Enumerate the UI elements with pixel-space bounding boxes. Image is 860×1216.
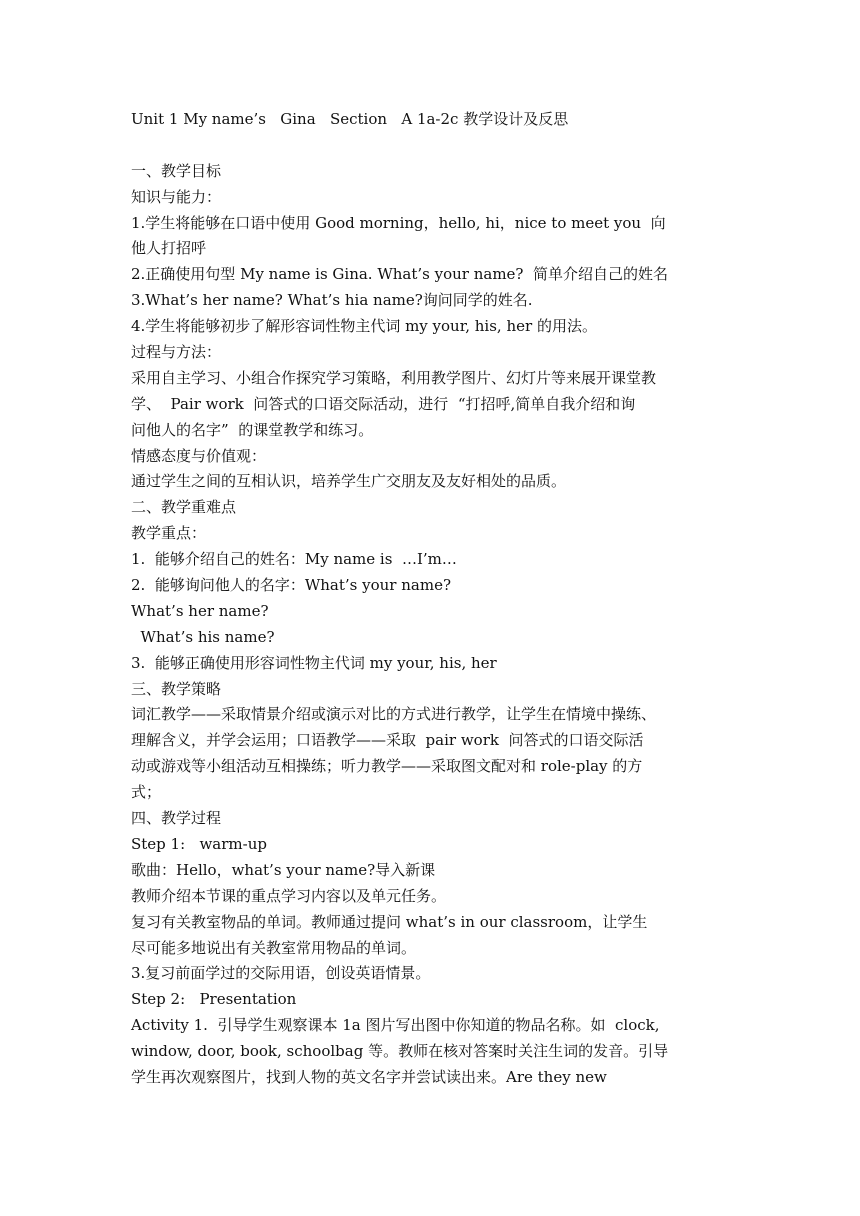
subheading-key-points: 教学重点： xyxy=(131,524,207,543)
section-heading-process: 四、教学过程 xyxy=(131,809,222,828)
key-point-2-example: What’s his name? xyxy=(131,627,275,646)
key-point-1: 1. 能够介绍自己的姓名：My name is …I’m… xyxy=(131,550,457,569)
step-heading-1: Step 1: warm-up xyxy=(131,834,267,853)
objective-item-3: 3.What’s her name? What’s hia name?询问同学的姓名. xyxy=(131,291,533,310)
paragraph-line: 词汇教学——采取情景介绍或演示对比的方式进行教学，让学生在情境中操练、 xyxy=(131,705,657,724)
key-point-2: 2. 能够询问他人的名字：What’s your name? xyxy=(131,576,451,595)
paragraph-line: 尽可能多地说出有关教室常用物品的单词。 xyxy=(131,938,417,957)
paragraph-line: 教师介绍本节课的重点学习内容以及单元任务。 xyxy=(131,886,447,905)
subheading-knowledge: 知识与能力： xyxy=(131,187,222,206)
paragraph-line: 学、 Pair work 问答式的口语交际活动，进行 “打招呼,简单自我介绍和询 xyxy=(131,394,636,413)
section-heading-objectives: 一、教学目标 xyxy=(131,161,222,180)
document-body xyxy=(131,107,735,1091)
subheading-attitude: 情感态度与价值观： xyxy=(131,446,267,465)
paragraph-line: 理解含义，并学会运用；口语教学——采取 pair work 问答式的口语交际活 xyxy=(131,731,644,750)
paragraph-line: 式； xyxy=(131,783,162,802)
paragraph-line: Activity 1. 引导学生观察课本 1a 图片写出图中你知道的物品名称。如 clock, xyxy=(131,1016,660,1035)
key-point-3: 3. 能够正确使用形容词性物主代词 my your, his, her xyxy=(131,653,497,672)
paragraph-line: 复习有关教室物品的单词。教师通过提问 what’s in our classroom，让学生 xyxy=(131,912,648,931)
section-heading-strategy: 三、教学策略 xyxy=(131,679,222,698)
paragraph-line: 歌曲：Hello，what’s your name?导入新课 xyxy=(131,860,436,879)
paragraph-line: 动或游戏等小组活动互相操练；听力教学——采取图文配对和 role-play 的方 xyxy=(131,757,643,776)
document-title: Unit 1 My name’s Gina Section A 1a-2c 教学设计及反思 xyxy=(131,110,569,128)
paragraph-line: 问他人的名字” 的课堂教学和练习。 xyxy=(131,420,374,439)
objective-item-1: 1.学生将能够在口语中使用 Good morning，hello, hi，nice to meet you 向 xyxy=(131,213,666,232)
paragraph-line: 学生再次观察图片，找到人物的英文名字并尝试读出来。Are they new xyxy=(131,1067,607,1086)
objective-item-2: 2.正确使用句型 My name is Gina. What’s your name? 简单介绍自己的姓名 xyxy=(131,265,669,284)
paragraph-line: window, door, book, schoolbag 等。教师在核对答案时关注生词的发音。引导 xyxy=(131,1042,669,1061)
objective-item-1-cont: 他人打招呼 xyxy=(131,239,207,258)
key-point-2-example: What’s her name? xyxy=(131,601,269,620)
paragraph-line: 采用自主学习、小组合作探究学习策略，利用教学图片、幻灯片等来展开课堂教 xyxy=(131,368,657,387)
paragraph-line: 3.复习前面学过的交际用语，创设英语情景。 xyxy=(131,964,431,983)
section-heading-key-points: 二、教学重难点 xyxy=(131,498,237,517)
subheading-process: 过程与方法： xyxy=(131,343,222,362)
objective-item-4: 4.学生将能够初步了解形容词性物主代词 my your, his, her 的用法。 xyxy=(131,317,597,336)
paragraph-line: 通过学生之间的互相认识，培养学生广交朋友及友好相处的品质。 xyxy=(131,472,567,491)
step-heading-2: Step 2: Presentation xyxy=(131,990,297,1009)
